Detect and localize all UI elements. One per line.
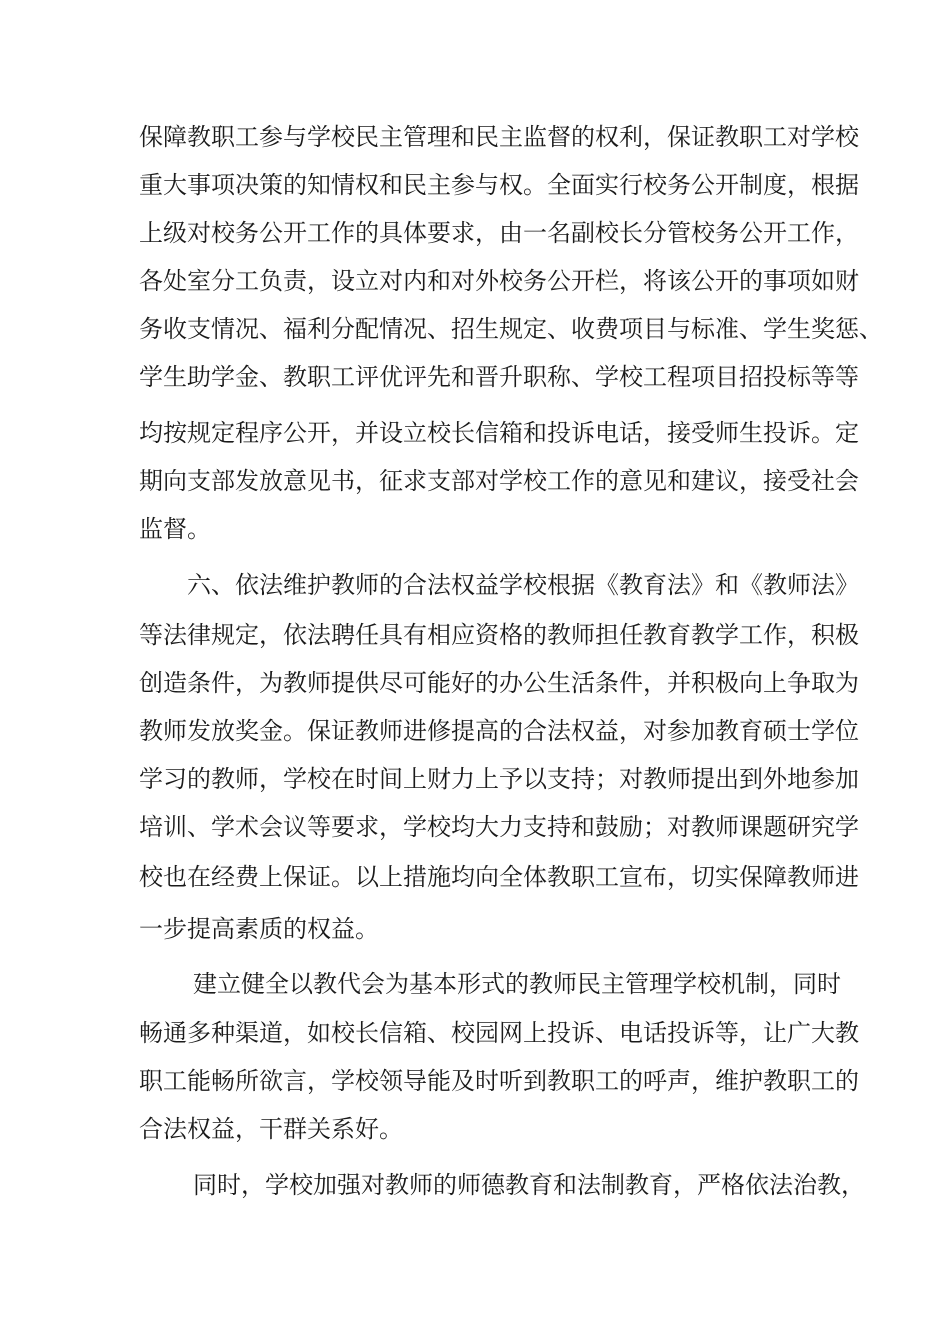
text-line: 学习的教师，学校在时间上财力上予以支持；对教师提出到外地参加 <box>139 765 859 793</box>
text-line: 重大事项决策的知情权和民主参与权。全面实行校务公开制度，根据 <box>139 171 859 199</box>
text-line: 校也在经费上保证。以上措施均向全体教职工宣布，切实保障教师进 <box>139 863 859 891</box>
text-line: 一步提高素质的权益。 <box>139 915 379 943</box>
text-line: 务收支情况、福利分配情况、招生规定、收费项目与标准、学生奖惩、 <box>139 315 883 343</box>
text-line: 上级对校务公开工作的具体要求，由一名副校长分管校务公开工作， <box>139 219 859 247</box>
text-line: 保障教职工参与学校民主管理和民主监督的权利，保证教职工对学校 <box>139 123 859 151</box>
text-line: 均按规定程序公开，并设立校长信箱和投诉电话，接受师生投诉。定 <box>139 419 859 447</box>
text-line: 教师发放奖金。保证教师进修提高的合法权益，对参加教育硕士学位 <box>139 717 859 745</box>
text-line: 合法权益，干群关系好。 <box>139 1115 403 1143</box>
text-line: 监督。 <box>139 515 211 543</box>
text-line: 创造条件，为教师提供尽可能好的办公生活条件，并积极向上争取为 <box>139 669 859 697</box>
text-line: 培训、学术会议等要求，学校均大力支持和鼓励；对教师课题研究学 <box>139 813 859 841</box>
text-line: 畅通多种渠道，如校长信箱、校园网上投诉、电话投诉等，让广大教 <box>139 1019 859 1047</box>
text-line: 六、依法维护教师的合法权益学校根据《教育法》和《教师法》 <box>187 571 859 599</box>
text-line: 同时，学校加强对教师的师德教育和法制教育，严格依法治教， <box>193 1171 865 1199</box>
text-line: 各处室分工负责，设立对内和对外校务公开栏，将该公开的事项如财 <box>139 267 859 295</box>
text-line: 学生助学金、教职工评优评先和晋升职称、学校工程项目招投标等等 <box>139 363 859 391</box>
text-line: 建立健全以教代会为基本形式的教师民主管理学校机制，同时 <box>193 970 841 998</box>
text-line: 职工能畅所欲言，学校领导能及时听到教职工的呼声，维护教职工的 <box>139 1067 859 1095</box>
text-line: 等法律规定，依法聘任具有相应资格的教师担任教育教学工作，积极 <box>139 621 859 649</box>
text-line: 期向支部发放意见书，征求支部对学校工作的意见和建议，接受社会 <box>139 467 859 495</box>
